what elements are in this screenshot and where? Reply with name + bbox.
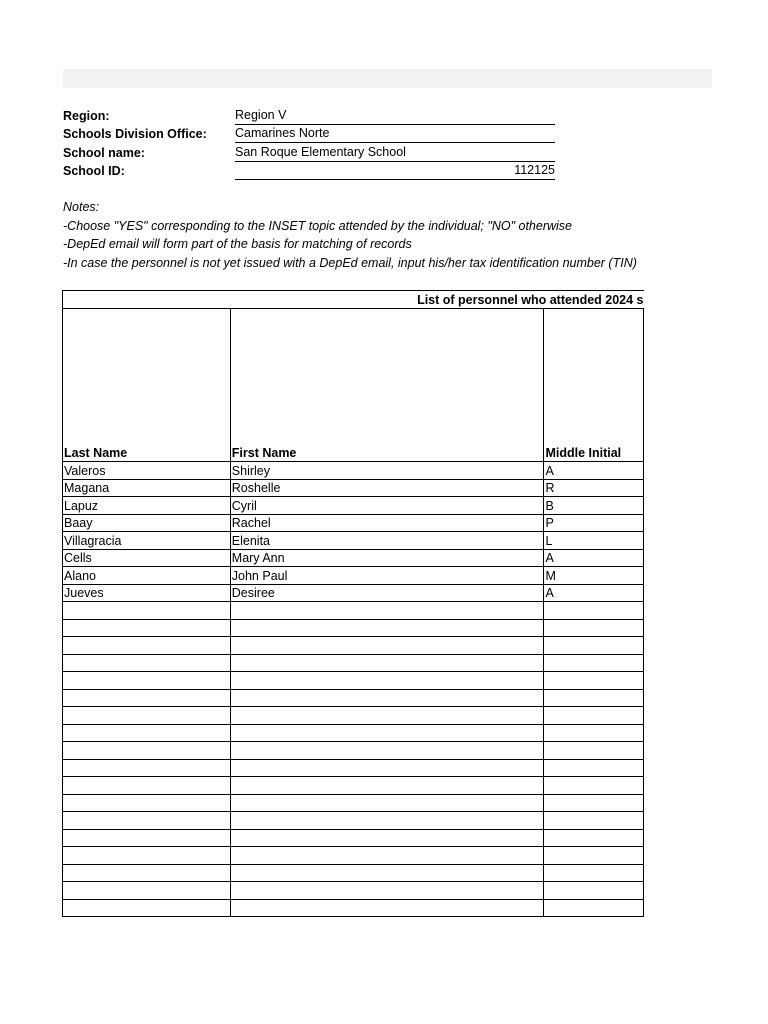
first-name-cell[interactable] xyxy=(230,689,544,707)
middle-initial-cell[interactable]: M xyxy=(544,567,644,585)
first-name-cell[interactable]: John Paul xyxy=(230,567,544,585)
table-row-empty xyxy=(63,724,644,742)
last-name-cell[interactable]: Cells xyxy=(63,549,231,567)
last-name-cell[interactable] xyxy=(63,707,231,725)
table-header-row xyxy=(63,309,644,462)
last-name-cell[interactable] xyxy=(63,654,231,672)
middle-initial-cell[interactable] xyxy=(544,829,644,847)
table-row xyxy=(63,497,644,515)
school-id-value[interactable]: 112125 xyxy=(235,162,555,180)
middle-initial-cell[interactable]: P xyxy=(544,514,644,532)
last-name-cell[interactable] xyxy=(63,759,231,777)
last-name-cell[interactable] xyxy=(63,689,231,707)
last-name-cell[interactable] xyxy=(63,829,231,847)
table-title: List of personnel who attended 2024 s xyxy=(63,291,644,309)
middle-initial-cell[interactable]: A xyxy=(544,549,644,567)
table-row-empty xyxy=(63,899,644,917)
table-title-row xyxy=(63,291,644,309)
last-name-cell[interactable]: Baay xyxy=(63,514,231,532)
school-name-value[interactable]: San Roque Elementary School xyxy=(235,144,555,162)
first-name-cell[interactable]: Cyril xyxy=(230,497,544,515)
table-row xyxy=(63,479,644,497)
middle-initial-cell[interactable] xyxy=(544,672,644,690)
middle-initial-cell[interactable] xyxy=(544,689,644,707)
header-first-name: First Name xyxy=(230,309,544,462)
school-name-row xyxy=(63,143,555,162)
table-row-empty xyxy=(63,654,644,672)
last-name-cell[interactable] xyxy=(63,637,231,655)
table-row-empty xyxy=(63,864,644,882)
division-row xyxy=(63,125,555,144)
last-name-cell[interactable] xyxy=(63,882,231,900)
middle-initial-cell[interactable] xyxy=(544,742,644,760)
division-label: Schools Division Office: xyxy=(63,127,207,141)
table-row xyxy=(63,532,644,550)
first-name-cell[interactable] xyxy=(230,864,544,882)
table-row-empty xyxy=(63,742,644,760)
middle-initial-cell[interactable]: L xyxy=(544,532,644,550)
table-row-empty xyxy=(63,847,644,865)
middle-initial-cell[interactable] xyxy=(544,619,644,637)
table-row-empty xyxy=(63,689,644,707)
last-name-cell[interactable]: Lapuz xyxy=(63,497,231,515)
middle-initial-cell[interactable] xyxy=(544,777,644,795)
first-name-cell[interactable]: Desiree xyxy=(230,584,544,602)
first-name-cell[interactable] xyxy=(230,899,544,917)
first-name-cell[interactable]: Elenita xyxy=(230,532,544,550)
first-name-cell[interactable] xyxy=(230,812,544,830)
sheet-header-band xyxy=(63,69,712,88)
school-info-block xyxy=(63,106,555,180)
middle-initial-cell[interactable] xyxy=(544,759,644,777)
table-row-empty xyxy=(63,794,644,812)
first-name-cell[interactable] xyxy=(230,654,544,672)
last-name-cell[interactable]: Villagracia xyxy=(63,532,231,550)
first-name-cell[interactable] xyxy=(230,847,544,865)
last-name-cell[interactable]: Jueves xyxy=(63,584,231,602)
table-row-empty xyxy=(63,707,644,725)
last-name-cell[interactable] xyxy=(63,864,231,882)
first-name-cell[interactable] xyxy=(230,759,544,777)
table-row xyxy=(63,514,644,532)
notes-block xyxy=(63,198,713,272)
table-row xyxy=(63,584,644,602)
last-name-cell[interactable] xyxy=(63,847,231,865)
table-row-empty xyxy=(63,829,644,847)
middle-initial-cell[interactable] xyxy=(544,654,644,672)
last-name-cell[interactable]: Magana xyxy=(63,479,231,497)
last-name-cell[interactable] xyxy=(63,619,231,637)
personnel-table xyxy=(62,290,644,917)
notes-line-1: -Choose "YES" corresponding to the INSET topic attended by the individual; "NO" otherwise xyxy=(63,218,572,233)
first-name-cell[interactable] xyxy=(230,742,544,760)
table-row-empty xyxy=(63,637,644,655)
middle-initial-cell[interactable] xyxy=(544,794,644,812)
first-name-cell[interactable] xyxy=(230,829,544,847)
middle-initial-cell[interactable] xyxy=(544,812,644,830)
school-id-row xyxy=(63,162,555,181)
first-name-cell[interactable] xyxy=(230,672,544,690)
first-name-cell[interactable] xyxy=(230,724,544,742)
middle-initial-cell[interactable]: R xyxy=(544,479,644,497)
first-name-cell[interactable]: Shirley xyxy=(230,462,544,480)
last-name-cell[interactable]: Alano xyxy=(63,567,231,585)
last-name-cell[interactable] xyxy=(63,742,231,760)
last-name-cell[interactable] xyxy=(63,602,231,620)
middle-initial-cell[interactable] xyxy=(544,882,644,900)
first-name-cell[interactable]: Roshelle xyxy=(230,479,544,497)
table-row xyxy=(63,462,644,480)
table-row-empty xyxy=(63,602,644,620)
table-row xyxy=(63,549,644,567)
notes-heading: Notes: xyxy=(63,200,100,214)
division-value[interactable]: Camarines Norte xyxy=(235,125,555,143)
first-name-cell[interactable] xyxy=(230,794,544,812)
first-name-cell[interactable] xyxy=(230,602,544,620)
last-name-cell[interactable] xyxy=(63,777,231,795)
middle-initial-cell[interactable] xyxy=(544,864,644,882)
region-label: Region: xyxy=(63,108,110,123)
last-name-cell[interactable]: Valeros xyxy=(63,462,231,480)
notes-line-2: -DepEd email will form part of the basis for matching of records xyxy=(63,237,412,251)
middle-initial-cell[interactable]: A xyxy=(544,584,644,602)
first-name-cell[interactable] xyxy=(230,637,544,655)
last-name-cell[interactable] xyxy=(63,724,231,742)
region-row xyxy=(63,106,555,125)
table-row-empty xyxy=(63,672,644,690)
middle-initial-cell[interactable] xyxy=(544,724,644,742)
middle-initial-cell[interactable] xyxy=(544,637,644,655)
table-row-empty xyxy=(63,759,644,777)
last-name-cell[interactable] xyxy=(63,812,231,830)
middle-initial-cell[interactable] xyxy=(544,602,644,620)
table-row-empty xyxy=(63,812,644,830)
last-name-cell[interactable] xyxy=(63,672,231,690)
region-value[interactable]: Region V xyxy=(235,107,555,125)
personnel-table-container xyxy=(62,290,644,942)
header-last-name: Last Name xyxy=(63,309,231,462)
middle-initial-cell[interactable] xyxy=(544,899,644,917)
table-row-empty xyxy=(63,619,644,637)
last-name-cell[interactable] xyxy=(63,899,231,917)
notes-line-3: -In case the personnel is not yet issued with a DepEd email, input his/her tax identification number (TIN) xyxy=(63,255,637,270)
table-row-empty xyxy=(63,777,644,795)
middle-initial-cell[interactable] xyxy=(544,847,644,865)
school-name-label: School name: xyxy=(63,145,145,160)
table-row xyxy=(63,567,644,585)
first-name-cell[interactable]: Mary Ann xyxy=(230,549,544,567)
middle-initial-cell[interactable]: B xyxy=(544,497,644,515)
middle-initial-cell[interactable] xyxy=(544,707,644,725)
first-name-cell[interactable]: Rachel xyxy=(230,514,544,532)
header-middle-initial: Middle Initial xyxy=(544,309,644,462)
middle-initial-cell[interactable]: A xyxy=(544,462,644,480)
school-id-label: School ID: xyxy=(63,164,125,178)
last-name-cell[interactable] xyxy=(63,794,231,812)
first-name-cell[interactable] xyxy=(230,619,544,637)
table-row-empty xyxy=(63,882,644,900)
first-name-cell[interactable] xyxy=(230,707,544,725)
first-name-cell[interactable] xyxy=(230,777,544,795)
first-name-cell[interactable] xyxy=(230,882,544,900)
